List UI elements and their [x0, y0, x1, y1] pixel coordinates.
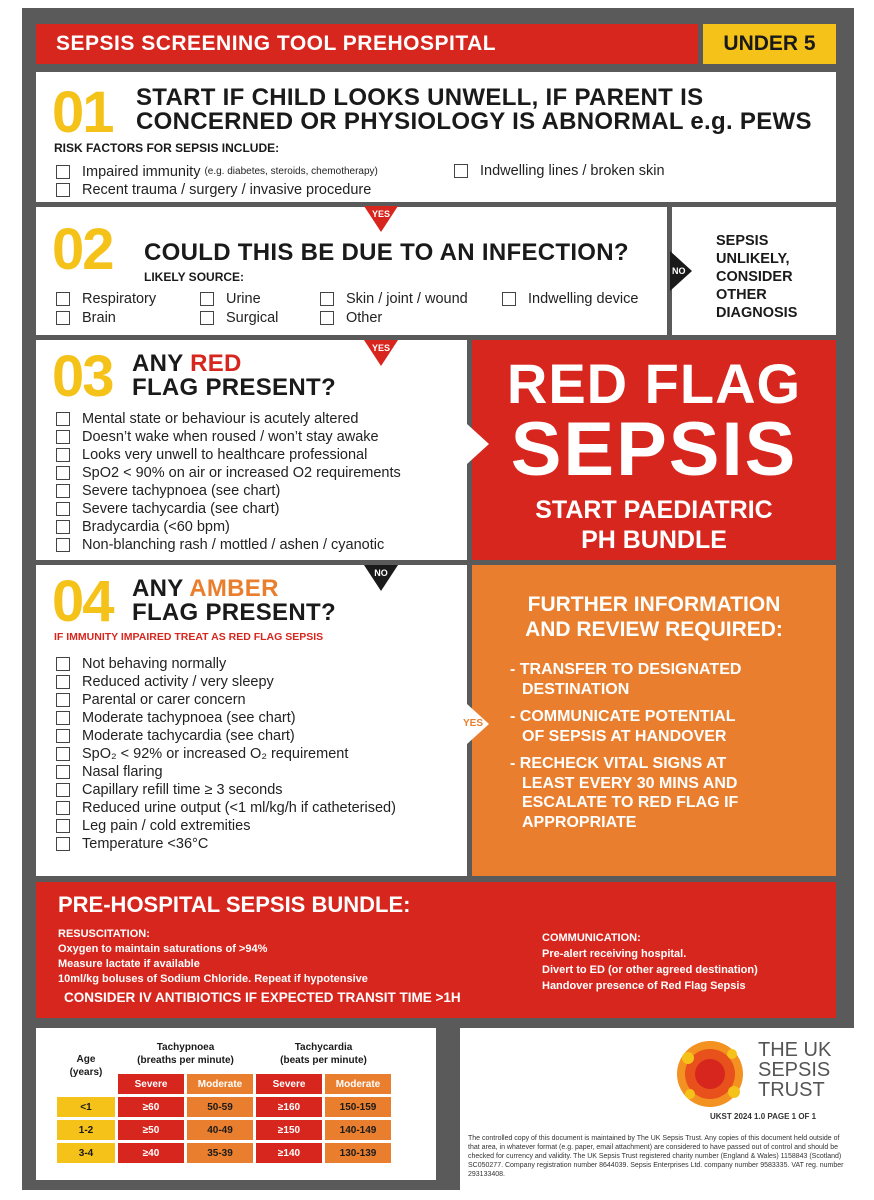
checkbox-icon[interactable] [56, 711, 70, 725]
tachycardia-header: Tachycardia (beats per minute) [280, 1042, 367, 1066]
checkbox-icon[interactable] [56, 484, 70, 498]
checkbox-icon[interactable] [56, 801, 70, 815]
amber-flag-list [56, 655, 396, 853]
red-flag-list [56, 410, 401, 554]
tachypnoea-header: Tachypnoea (breaths per minute) [137, 1042, 234, 1066]
vital-signs-table [54, 1034, 394, 1166]
red-flag-sepsis-box [472, 340, 836, 560]
checkbox-icon[interactable] [56, 165, 70, 179]
section-01 [36, 72, 836, 202]
checkbox-icon[interactable] [56, 466, 70, 480]
list-item[interactable]: Parental or carer concern [56, 691, 396, 709]
list-item[interactable]: Moderate tachypnoea (see chart) [56, 709, 396, 727]
severe-header: Severe [256, 1074, 322, 1094]
checkbox-icon[interactable] [56, 311, 70, 325]
list-item[interactable]: Not behaving normally [56, 655, 396, 673]
checkbox-icon[interactable] [56, 819, 70, 833]
list-item[interactable]: Reduced urine output (<1 ml/kg/h if catheterised) [56, 799, 396, 817]
checkbox-other[interactable]: Other [320, 309, 382, 327]
checkbox-icon[interactable] [56, 657, 70, 671]
severe-header: Severe [118, 1074, 184, 1094]
checkbox-urine[interactable]: Urine [200, 290, 261, 308]
section-heading-line1: ANY RED [132, 350, 242, 377]
checkbox-icon[interactable] [56, 783, 70, 797]
checkbox-icon[interactable] [320, 292, 334, 306]
section-number: 02 [52, 217, 113, 282]
list-item[interactable]: Severe tachypnoea (see chart) [56, 482, 401, 500]
checkbox-icon[interactable] [56, 538, 70, 552]
communication-block: COMMUNICATION: Pre-alert receiving hospital. Divert to ED (or other agreed destination) Handover presence of Red Flag Sepsis [542, 932, 758, 992]
checkbox-skin-joint-wound[interactable]: Skin / joint / wound [320, 290, 468, 308]
checkbox-icon[interactable] [56, 747, 70, 761]
unlikely-text: SEPSIS UNLIKELY, CONSIDER OTHER DIAGNOSIS [716, 233, 798, 321]
age-badge: UNDER 5 [703, 24, 836, 64]
immunity-warning: IF IMMUNITY IMPAIRED TREAT AS RED FLAG SEPSIS [54, 631, 324, 643]
list-item: - RECHECK VITAL SIGNS AT LEAST EVERY 30 MINS AND ESCALATE TO RED FLAG IF APPROPRIATE [510, 755, 739, 831]
section-heading-line1: ANY AMBER [132, 575, 279, 602]
table-row: 3-4 ≥40 35-39 ≥140 130-139 [57, 1143, 391, 1163]
version-label: UKST 2024 1.0 PAGE 1 OF 1 [710, 1112, 817, 1121]
legal-text: The controlled copy of this document is maintained by The UK Sepsis Trust. Any copies of this document held outside of that area, in whatever format (e.g. paper, email attachment) are considered to have passed out of control and should be checked for currency and validity. The UK Sepsis Trust registered charity number (England & Wales) 1158843 (Scotland) SC050277. Company registration number 8644039. Sepsis Enterprises Ltd. company number 9583335. VAT reg. number 293133408. [468, 1135, 844, 1178]
checkbox-icon[interactable] [56, 837, 70, 851]
yes-label: YES [371, 343, 390, 353]
checkbox-icon[interactable] [320, 311, 334, 325]
yes-label: YES [463, 718, 484, 729]
list-item: - TRANSFER TO DESIGNATED DESTINATION [510, 661, 742, 698]
age-header: Age (years) [69, 1053, 103, 1078]
further-information-box [472, 565, 836, 876]
no-label: NO [374, 568, 388, 578]
checkbox-icon[interactable] [454, 164, 468, 178]
checkbox-recent-trauma[interactable]: Recent trauma / surgery / invasive procedure [56, 181, 371, 199]
checkbox-impaired-immunity[interactable]: Impaired immunity (e.g. diabetes, steroids, chemotherapy) [56, 163, 378, 181]
checkbox-icon[interactable] [56, 183, 70, 197]
likely-source-title: LIKELY SOURCE: [144, 270, 245, 284]
section-02 [36, 207, 667, 335]
checkbox-brain[interactable]: Brain [56, 309, 116, 327]
yes-label: YES [371, 209, 390, 219]
list-item: - COMMUNICATE POTENTIAL OF SEPSIS AT HANDOVER [510, 708, 736, 745]
further-info-title2: AND REVIEW REQUIRED: [525, 618, 783, 641]
moderate-header: Moderate [325, 1074, 391, 1094]
antibiotics-instruction: CONSIDER IV ANTIBIOTICS IF EXPECTED TRANSIT TIME >1H [64, 990, 461, 1005]
section-heading-line2: CONCERNED OR PHYSIOLOGY IS ABNORMAL e.g. PEWS [136, 108, 812, 135]
table-row: 1-2 ≥50 40-49 ≥150 140-149 [57, 1120, 391, 1140]
sepsis-trust-logo-icon [674, 1038, 746, 1110]
section-heading-line1: START IF CHILD LOOKS UNWELL, IF PARENT IS [136, 84, 704, 111]
section-03 [36, 340, 467, 560]
org-name: THE UK SEPSIS TRUST [758, 1039, 832, 1101]
sepsis-title: SEPSIS [510, 407, 798, 492]
list-item[interactable]: Looks very unwell to healthcare professional [56, 446, 401, 464]
checkbox-indwelling-lines[interactable]: Indwelling lines / broken skin [454, 162, 665, 180]
list-item[interactable]: Nasal flaring [56, 763, 396, 781]
list-item[interactable]: Temperature <36°C [56, 835, 396, 853]
checkbox-icon[interactable] [56, 765, 70, 779]
sepsis-unlikely-box [672, 207, 836, 335]
moderate-header: Moderate [187, 1074, 253, 1094]
bundle-title: PRE-HOSPITAL SEPSIS BUNDLE: [58, 892, 411, 917]
list-item[interactable]: Capillary refill time ≥ 3 seconds [56, 781, 396, 799]
resuscitation-block: RESUSCITATION: Oxygen to maintain saturations of >94% Measure lactate if available 10ml/kg boluses of Sodium Chloride. Repeat if hypotensive [58, 928, 368, 985]
vital-signs-chart [36, 1028, 436, 1180]
further-info-title1: FURTHER INFORMATION [527, 593, 781, 616]
list-item[interactable]: Bradycardia (<60 bpm) [56, 518, 401, 536]
list-item[interactable]: Leg pain / cold extremities [56, 817, 396, 835]
list-item[interactable]: Moderate tachycardia (see chart) [56, 727, 396, 745]
action-bullets [510, 660, 741, 832]
section-number: 04 [52, 569, 113, 634]
bundle-instruction-line1: START PAEDIATRIC [535, 496, 773, 524]
list-item[interactable]: Reduced activity / very sleepy [56, 673, 396, 691]
bundle-instruction-line2: PH BUNDLE [581, 526, 727, 554]
section-heading-line2: FLAG PRESENT? [132, 374, 336, 401]
checkbox-respiratory[interactable]: Respiratory [56, 290, 156, 308]
checkbox-icon[interactable] [56, 675, 70, 689]
risk-factors-title: RISK FACTORS FOR SEPSIS INCLUDE: [54, 141, 280, 155]
checkbox-indwelling-device[interactable]: Indwelling device [502, 290, 638, 308]
list-item[interactable]: SpO₂ < 92% or increased O₂ requirement [56, 745, 396, 763]
list-item[interactable]: Severe tachycardia (see chart) [56, 500, 401, 518]
prehospital-bundle [36, 882, 836, 1018]
section-number: 03 [52, 344, 113, 409]
list-item[interactable]: Non-blanching rash / mottled / ashen / cyanotic [56, 536, 401, 554]
footer-panel [460, 1028, 854, 1190]
yes-label: YES [463, 438, 484, 449]
page-title: SEPSIS SCREENING TOOL PREHOSPITAL [36, 24, 698, 64]
checkbox-icon[interactable] [56, 448, 70, 462]
no-label: NO [672, 266, 686, 276]
list-item[interactable]: SpO2 < 90% on air or increased O2 requirements [56, 464, 401, 482]
checkbox-icon[interactable] [200, 292, 214, 306]
checkbox-icon[interactable] [56, 520, 70, 534]
checkbox-icon[interactable] [56, 412, 70, 426]
table-row: <1 ≥60 50-59 ≥160 150-159 [57, 1097, 391, 1117]
checkbox-icon[interactable] [56, 693, 70, 707]
checkbox-icon[interactable] [56, 729, 70, 743]
checkbox-surgical[interactable]: Surgical [200, 309, 278, 327]
checkbox-icon[interactable] [502, 292, 516, 306]
checkbox-icon[interactable] [56, 430, 70, 444]
checkbox-icon[interactable] [56, 502, 70, 516]
checkbox-icon[interactable] [200, 311, 214, 325]
section-heading-line2: FLAG PRESENT? [132, 599, 336, 626]
list-item[interactable]: Mental state or behaviour is acutely altered [56, 410, 401, 428]
section-number: 01 [52, 80, 113, 145]
list-item[interactable]: Doesn’t wake when roused / won’t stay awake [56, 428, 401, 446]
red-flag-title: RED FLAG [506, 352, 802, 415]
checkbox-icon[interactable] [56, 292, 70, 306]
section-heading: COULD THIS BE DUE TO AN INFECTION? [144, 239, 629, 266]
section-04 [36, 565, 467, 876]
